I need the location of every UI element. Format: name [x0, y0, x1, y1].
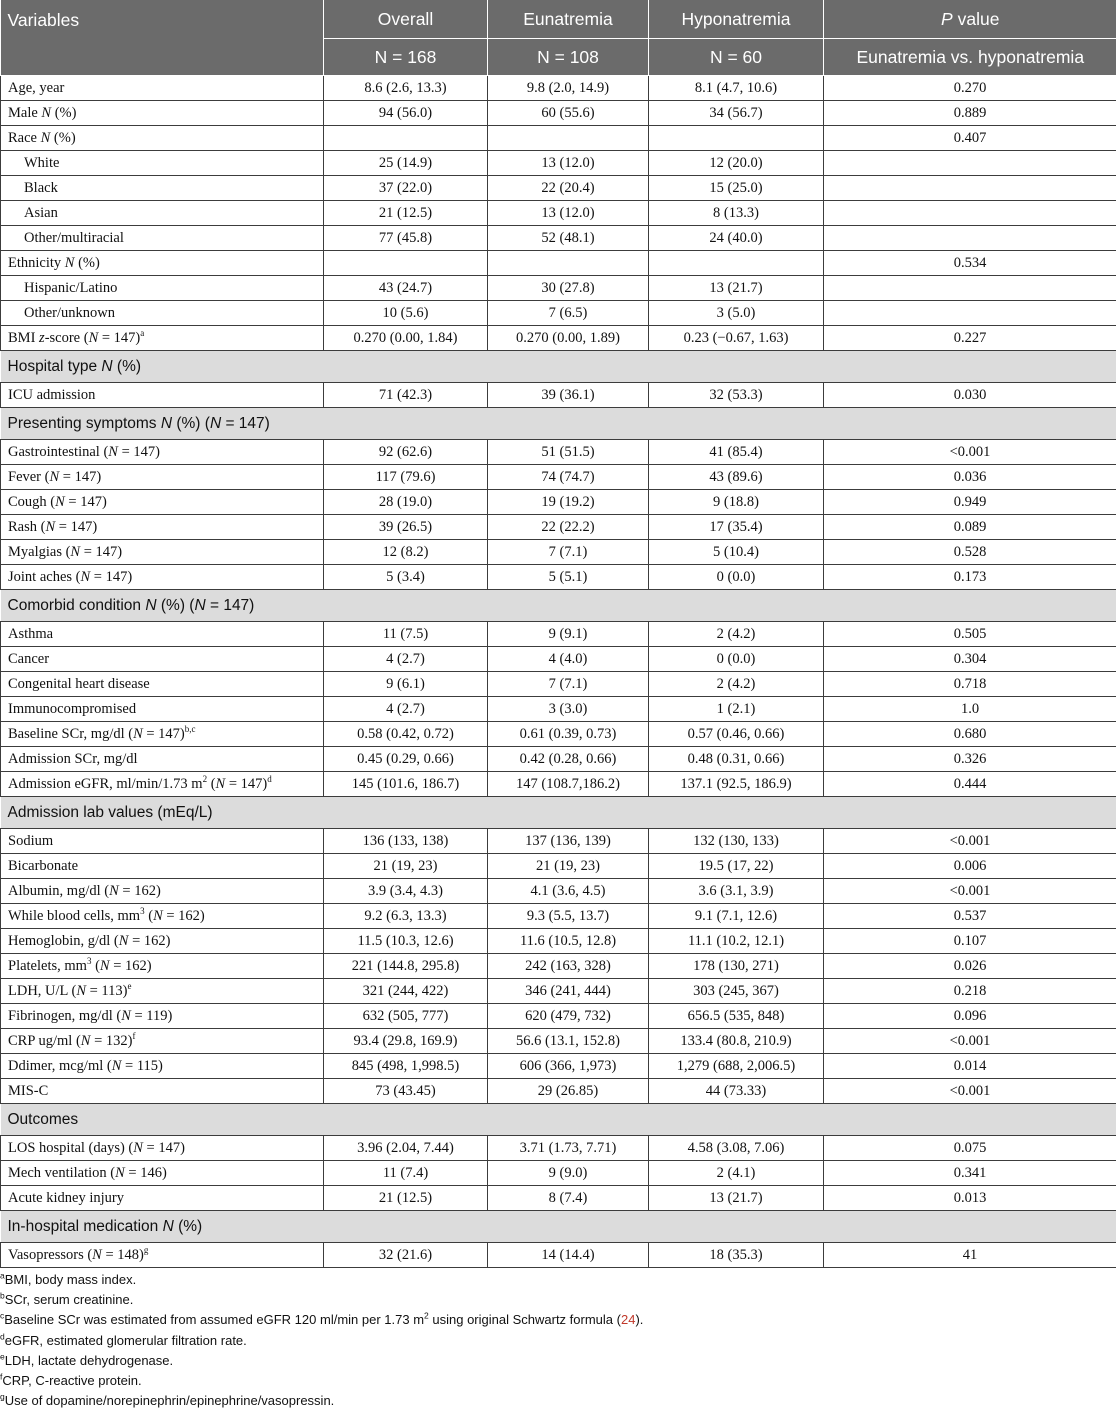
cell-eunatremia: 13 (12.0): [488, 151, 649, 176]
table-row: [1, 176, 1116, 201]
row-label: White: [1, 151, 324, 176]
cell-overall: 4 (2.7): [324, 697, 488, 722]
cell-pvalue: 0.534: [824, 251, 1116, 276]
cell-hyponatremia: 34 (56.7): [649, 101, 824, 126]
section-label: Outcomes: [1, 1104, 1116, 1136]
cell-eunatremia: [488, 251, 649, 276]
row-label: Asian: [1, 201, 324, 226]
footnote-marker: e: [0, 1351, 5, 1361]
cell-pvalue: <0.001: [824, 440, 1116, 465]
cell-hyponatremia: 18 (35.3): [649, 1243, 824, 1268]
cell-hyponatremia: 656.5 (535, 848): [649, 1004, 824, 1029]
table-row: [1, 76, 1116, 101]
cell-pvalue: 0.006: [824, 854, 1116, 879]
cell-hyponatremia: 0.23 (−0.67, 1.63): [649, 326, 824, 351]
table-row: [1, 1136, 1116, 1161]
cell-hyponatremia: 132 (130, 133): [649, 829, 824, 854]
cell-pvalue: 0.075: [824, 1136, 1116, 1161]
table-row: [1, 440, 1116, 465]
cell-pvalue: 0.107: [824, 929, 1116, 954]
cell-overall: 32 (21.6): [324, 1243, 488, 1268]
row-label: Platelets, $mm^3$ (N = 162): [1, 954, 324, 979]
table-row: [1, 854, 1116, 879]
section-label: In-hospital medication N (%): [1, 1211, 1116, 1243]
cell-pvalue: 0.227: [824, 326, 1116, 351]
cell-eunatremia: 4.1 (3.6, 4.5): [488, 879, 649, 904]
cell-hyponatremia: 8.1 (4.7, 10.6): [649, 76, 824, 101]
table-row: [1, 565, 1116, 590]
table-body: [1, 76, 1116, 1268]
footnote: $^a$BMI, body mass index.: [0, 1270, 643, 1290]
table-row: [1, 772, 1116, 797]
cell-overall: 28 (19.0): [324, 490, 488, 515]
cell-pvalue: [824, 301, 1116, 326]
cell-eunatremia: 52 (48.1): [488, 226, 649, 251]
cell-pvalue: 0.173: [824, 565, 1116, 590]
cell-eunatremia: 21 (19, 23): [488, 854, 649, 879]
cell-pvalue: 0.537: [824, 904, 1116, 929]
footnote-mark: b,c: [185, 724, 196, 734]
cell-overall: [324, 251, 488, 276]
cell-hyponatremia: 0.57 (0.46, 0.66): [649, 722, 824, 747]
cell-overall: 321 (244, 422): [324, 979, 488, 1004]
row-label: Ethnicity N (%): [1, 251, 324, 276]
row-label: Gastrointestinal (N = 147): [1, 440, 324, 465]
cell-overall: 21 (12.5): [324, 201, 488, 226]
table-row: [1, 1004, 1116, 1029]
cell-overall: 3.96 (2.04, 7.44): [324, 1136, 488, 1161]
cell-eunatremia: 606 (366, 1,973): [488, 1054, 649, 1079]
cell-hyponatremia: 17 (35.4): [649, 515, 824, 540]
table-row: [1, 722, 1116, 747]
row-label: Black: [1, 176, 324, 201]
cell-overall: 136 (133, 138): [324, 829, 488, 854]
cell-eunatremia: 9 (9.1): [488, 622, 649, 647]
cell-overall: 11 (7.5): [324, 622, 488, 647]
cell-eunatremia: 11.6 (10.5, 12.8): [488, 929, 649, 954]
header-n-overall: N = 168: [324, 39, 488, 76]
table-row: [1, 540, 1116, 565]
cell-hyponatremia: 41 (85.4): [649, 440, 824, 465]
cell-pvalue: 0.528: [824, 540, 1116, 565]
row-label: Bicarbonate: [1, 854, 324, 879]
section-row: [1, 1211, 1116, 1243]
cell-hyponatremia: 19.5 (17, 22): [649, 854, 824, 879]
cell-hyponatremia: 1,279 (688, 2,006.5): [649, 1054, 824, 1079]
cell-pvalue: 0.505: [824, 622, 1116, 647]
cell-eunatremia: 0.270 (0.00, 1.89): [488, 326, 649, 351]
row-label: ICU admission: [1, 383, 324, 408]
cell-pvalue: 0.889: [824, 101, 1116, 126]
cell-overall: 145 (101.6, 186.7): [324, 772, 488, 797]
table-row: [1, 929, 1116, 954]
cell-pvalue: 0.444: [824, 772, 1116, 797]
table-row: [1, 226, 1116, 251]
footnote-mark: d: [267, 774, 272, 784]
cell-pvalue: 0.014: [824, 1054, 1116, 1079]
cell-eunatremia: 137 (136, 139): [488, 829, 649, 854]
header-overall: Overall: [324, 0, 488, 39]
table-row: [1, 126, 1116, 151]
cell-hyponatremia: 24 (40.0): [649, 226, 824, 251]
cell-pvalue: [824, 201, 1116, 226]
section-row: [1, 1104, 1116, 1136]
table-row: [1, 465, 1116, 490]
cell-hyponatremia: 0 (0.0): [649, 565, 824, 590]
row-label: Male N (%): [1, 101, 324, 126]
row-label: Other/unknown: [1, 301, 324, 326]
footnote: $^e$LDH, lactate dehydrogenase.: [0, 1351, 643, 1371]
footnote-mark: a: [140, 328, 144, 338]
cell-eunatremia: 346 (241, 444): [488, 979, 649, 1004]
cell-pvalue: 0.718: [824, 672, 1116, 697]
cell-eunatremia: [488, 126, 649, 151]
table-row: [1, 904, 1116, 929]
cell-pvalue: [824, 151, 1116, 176]
header-n-hyponatremia: N = 60: [649, 39, 824, 76]
footnotes: [0, 1270, 643, 1411]
cell-pvalue: 0.030: [824, 383, 1116, 408]
section-row: [1, 408, 1116, 440]
table-row: [1, 1243, 1116, 1268]
cell-overall: 39 (26.5): [324, 515, 488, 540]
footnote-marker: c: [0, 1311, 4, 1321]
section-label: Admission lab values (mEq/L): [1, 797, 1116, 829]
row-label: Mech ventilation (N = 146): [1, 1161, 324, 1186]
table-row: [1, 383, 1116, 408]
table-row: [1, 1029, 1116, 1054]
cell-overall: 5 (3.4): [324, 565, 488, 590]
cell-hyponatremia: 2 (4.2): [649, 672, 824, 697]
row-label: Admission SCr, mg/dl: [1, 747, 324, 772]
cell-overall: 9.2 (6.3, 13.3): [324, 904, 488, 929]
row-label: Acute kidney injury: [1, 1186, 324, 1211]
footnote-marker: g: [0, 1392, 5, 1402]
table-header: [1, 0, 1116, 76]
cell-eunatremia: 22 (22.2): [488, 515, 649, 540]
table-row: [1, 1054, 1116, 1079]
cell-hyponatremia: 3 (5.0): [649, 301, 824, 326]
cell-pvalue: <0.001: [824, 1079, 1116, 1104]
cell-eunatremia: 56.6 (13.1, 152.8): [488, 1029, 649, 1054]
cell-hyponatremia: 2 (4.2): [649, 622, 824, 647]
cell-eunatremia: 29 (26.85): [488, 1079, 649, 1104]
cell-overall: 12 (8.2): [324, 540, 488, 565]
footnote-marker: d: [0, 1331, 5, 1341]
table-row: [1, 276, 1116, 301]
row-label: Ddimer, mcg/ml (N = 115): [1, 1054, 324, 1079]
cell-pvalue: 0.407: [824, 126, 1116, 151]
cell-hyponatremia: 137.1 (92.5, 186.9): [649, 772, 824, 797]
cell-overall: 10 (5.6): [324, 301, 488, 326]
row-label: BMI z-score (N = 147)$^a$: [1, 326, 324, 351]
cell-overall: 21 (19, 23): [324, 854, 488, 879]
row-label: Cancer: [1, 647, 324, 672]
cell-hyponatremia: 13 (21.7): [649, 1186, 824, 1211]
cell-overall: 632 (505, 777): [324, 1004, 488, 1029]
cell-pvalue: <0.001: [824, 879, 1116, 904]
cell-hyponatremia: 0.48 (0.31, 0.66): [649, 747, 824, 772]
cell-hyponatremia: 4.58 (3.08, 7.06): [649, 1136, 824, 1161]
cell-hyponatremia: [649, 126, 824, 151]
row-label: Fibrinogen, mg/dl (N = 119): [1, 1004, 324, 1029]
table-row: [1, 326, 1116, 351]
row-label: LOS hospital (days) (N = 147): [1, 1136, 324, 1161]
footnote: $^b$SCr, serum creatinine.: [0, 1290, 643, 1310]
row-label: LDH, U/L (N = 113)$^e$: [1, 979, 324, 1004]
cell-overall: 25 (14.9): [324, 151, 488, 176]
cell-eunatremia: 4 (4.0): [488, 647, 649, 672]
header-n-eunatremia: N = 108: [488, 39, 649, 76]
cell-eunatremia: 620 (479, 732): [488, 1004, 649, 1029]
cell-overall: 77 (45.8): [324, 226, 488, 251]
cell-overall: 221 (144.8, 295.8): [324, 954, 488, 979]
cell-pvalue: 0.096: [824, 1004, 1116, 1029]
cell-overall: 117 (79.6): [324, 465, 488, 490]
table-row: [1, 979, 1116, 1004]
cell-pvalue: 0.304: [824, 647, 1116, 672]
table-row: [1, 672, 1116, 697]
row-label: Admission eGFR, ml/min/1.73 $m^2$ (N = 147)$^d$: [1, 772, 324, 797]
cell-pvalue: 0.089: [824, 515, 1116, 540]
row-label: Hemoglobin, g/dl (N = 162): [1, 929, 324, 954]
cell-hyponatremia: 11.1 (10.2, 12.1): [649, 929, 824, 954]
cell-overall: 0.58 (0.42, 0.72): [324, 722, 488, 747]
cell-pvalue: 0.036: [824, 465, 1116, 490]
header-pvalue: [824, 0, 1116, 39]
cell-pvalue: 0.949: [824, 490, 1116, 515]
table-row: [1, 201, 1116, 226]
cell-pvalue: 0.680: [824, 722, 1116, 747]
table-row: [1, 101, 1116, 126]
cell-hyponatremia: 44 (73.33): [649, 1079, 824, 1104]
cell-hyponatremia: 12 (20.0): [649, 151, 824, 176]
footnote-mark: f: [132, 1031, 135, 1041]
cell-overall: 8.6 (2.6, 13.3): [324, 76, 488, 101]
cell-overall: 92 (62.6): [324, 440, 488, 465]
row-label: CRP ug/ml (N = 132)$^f$: [1, 1029, 324, 1054]
cell-hyponatremia: 5 (10.4): [649, 540, 824, 565]
cell-pvalue: 0.341: [824, 1161, 1116, 1186]
cell-overall: 11 (7.4): [324, 1161, 488, 1186]
cell-eunatremia: 74 (74.7): [488, 465, 649, 490]
cell-eunatremia: 7 (7.1): [488, 672, 649, 697]
row-label: Asthma: [1, 622, 324, 647]
section-row: [1, 351, 1116, 383]
table-row: [1, 151, 1116, 176]
cell-eunatremia: 9.8 (2.0, 14.9): [488, 76, 649, 101]
cell-eunatremia: 8 (7.4): [488, 1186, 649, 1211]
cell-eunatremia: 39 (36.1): [488, 383, 649, 408]
cell-overall: 3.9 (3.4, 4.3): [324, 879, 488, 904]
table-row: [1, 622, 1116, 647]
cell-hyponatremia: 133.4 (80.8, 210.9): [649, 1029, 824, 1054]
row-label: Race N (%): [1, 126, 324, 151]
table-row: [1, 1161, 1116, 1186]
cell-eunatremia: 14 (14.4): [488, 1243, 649, 1268]
cell-eunatremia: 3 (3.0): [488, 697, 649, 722]
table-row: [1, 697, 1116, 722]
cell-pvalue: [824, 276, 1116, 301]
cell-eunatremia: 19 (19.2): [488, 490, 649, 515]
header-eunatremia: Eunatremia: [488, 0, 649, 39]
row-label: Rash (N = 147): [1, 515, 324, 540]
footnote-marker: a: [0, 1271, 5, 1281]
table-row: [1, 879, 1116, 904]
cell-overall: [324, 126, 488, 151]
section-row: [1, 590, 1116, 622]
footnote: $^d$eGFR, estimated glomerular filtration rate.: [0, 1331, 643, 1351]
cell-eunatremia: 51 (51.5): [488, 440, 649, 465]
cell-hyponatremia: 178 (130, 271): [649, 954, 824, 979]
cell-hyponatremia: 2 (4.1): [649, 1161, 824, 1186]
cell-overall: 0.45 (0.29, 0.66): [324, 747, 488, 772]
cell-eunatremia: 9.3 (5.5, 13.7): [488, 904, 649, 929]
footnote: $^c$Baseline SCr was estimated from assumed eGFR 120 ml/min per 1.73 $m^2$ using original Schwartz formula (24).: [0, 1310, 643, 1330]
cell-eunatremia: 0.61 (0.39, 0.73): [488, 722, 649, 747]
cell-eunatremia: 22 (20.4): [488, 176, 649, 201]
footnote: $^g$Use of dopamine/norepinephrin/epinephrine/vasopressin.: [0, 1391, 643, 1411]
section-label: Comorbid condition N (%) (N = 147): [1, 590, 1116, 622]
footnote: $^f$CRP, C-reactive protein.: [0, 1371, 643, 1391]
footnote-marker: b: [0, 1291, 5, 1301]
table-row: [1, 747, 1116, 772]
header-pvalue-italic: P: [941, 9, 953, 29]
table-row: [1, 490, 1116, 515]
cell-eunatremia: 13 (12.0): [488, 201, 649, 226]
cell-pvalue: 41: [824, 1243, 1116, 1268]
row-label: Baseline SCr, mg/dl (N = 147)$^{b,c}$: [1, 722, 324, 747]
cell-eunatremia: 9 (9.0): [488, 1161, 649, 1186]
row-label: Myalgias (N = 147): [1, 540, 324, 565]
cell-pvalue: 1.0: [824, 697, 1116, 722]
cell-overall: 94 (56.0): [324, 101, 488, 126]
cell-eunatremia: 147 (108.7,186.2): [488, 772, 649, 797]
cell-hyponatremia: 9.1 (7.1, 12.6): [649, 904, 824, 929]
cell-overall: 93.4 (29.8, 169.9): [324, 1029, 488, 1054]
cell-pvalue: [824, 226, 1116, 251]
header-pvalue-rest: value: [953, 9, 1000, 29]
cell-hyponatremia: 1 (2.1): [649, 697, 824, 722]
cell-overall: 9 (6.1): [324, 672, 488, 697]
cell-hyponatremia: 303 (245, 367): [649, 979, 824, 1004]
header-hyponatremia: Hyponatremia: [649, 0, 824, 39]
table-row: [1, 647, 1116, 672]
cell-eunatremia: 60 (55.6): [488, 101, 649, 126]
cell-overall: 11.5 (10.3, 12.6): [324, 929, 488, 954]
table-row: [1, 829, 1116, 854]
row-label: Fever (N = 147): [1, 465, 324, 490]
cell-pvalue: <0.001: [824, 1029, 1116, 1054]
cell-overall: 4 (2.7): [324, 647, 488, 672]
cell-pvalue: 0.270: [824, 76, 1116, 101]
cell-eunatremia: 7 (7.1): [488, 540, 649, 565]
cell-pvalue: 0.218: [824, 979, 1116, 1004]
cell-overall: 0.270 (0.00, 1.84): [324, 326, 488, 351]
cell-pvalue: 0.326: [824, 747, 1116, 772]
cell-eunatremia: 3.71 (1.73, 7.71): [488, 1136, 649, 1161]
cell-eunatremia: 5 (5.1): [488, 565, 649, 590]
cell-eunatremia: 7 (6.5): [488, 301, 649, 326]
section-label: Presenting symptoms N (%) (N = 147): [1, 408, 1116, 440]
row-label: MIS-C: [1, 1079, 324, 1104]
cell-pvalue: [824, 176, 1116, 201]
header-comparison: Eunatremia vs. hyponatremia: [824, 39, 1116, 76]
row-label: Congenital heart disease: [1, 672, 324, 697]
row-label: Vasopressors (N = 148)$^g$: [1, 1243, 324, 1268]
cell-overall: 43 (24.7): [324, 276, 488, 301]
cell-overall: 845 (498, 1,998.5): [324, 1054, 488, 1079]
table-row: [1, 515, 1116, 540]
row-label: Age, year: [1, 76, 324, 101]
header-variables: Variables: [1, 0, 324, 76]
cell-hyponatremia: 13 (21.7): [649, 276, 824, 301]
cell-hyponatremia: 9 (18.8): [649, 490, 824, 515]
footnote-marker: f: [0, 1372, 2, 1382]
row-label: While blood cells, $mm^3$ (N = 162): [1, 904, 324, 929]
table-row: [1, 954, 1116, 979]
section-row: [1, 797, 1116, 829]
table-row: [1, 1079, 1116, 1104]
cell-eunatremia: 30 (27.8): [488, 276, 649, 301]
cell-overall: 73 (43.45): [324, 1079, 488, 1104]
reference-link: 24: [621, 1312, 635, 1327]
cell-pvalue: <0.001: [824, 829, 1116, 854]
cell-hyponatremia: 43 (89.6): [649, 465, 824, 490]
row-label: Sodium: [1, 829, 324, 854]
row-label: Joint aches (N = 147): [1, 565, 324, 590]
table-row: [1, 251, 1116, 276]
cell-pvalue: 0.013: [824, 1186, 1116, 1211]
row-label: Other/multiracial: [1, 226, 324, 251]
row-label: Albumin, mg/dl (N = 162): [1, 879, 324, 904]
cell-hyponatremia: [649, 251, 824, 276]
cell-overall: 21 (12.5): [324, 1186, 488, 1211]
table-row: [1, 301, 1116, 326]
row-label: Immunocompromised: [1, 697, 324, 722]
table-row: [1, 1186, 1116, 1211]
cell-hyponatremia: 15 (25.0): [649, 176, 824, 201]
cell-hyponatremia: 3.6 (3.1, 3.9): [649, 879, 824, 904]
footnote-mark: e: [127, 981, 131, 991]
cell-pvalue: 0.026: [824, 954, 1116, 979]
cell-eunatremia: 242 (163, 328): [488, 954, 649, 979]
footnote-mark: g: [144, 1245, 149, 1255]
cell-hyponatremia: 32 (53.3): [649, 383, 824, 408]
cell-overall: 37 (22.0): [324, 176, 488, 201]
cell-eunatremia: 0.42 (0.28, 0.66): [488, 747, 649, 772]
row-label: Cough (N = 147): [1, 490, 324, 515]
cell-hyponatremia: 8 (13.3): [649, 201, 824, 226]
cell-hyponatremia: 0 (0.0): [649, 647, 824, 672]
row-label: Hispanic/Latino: [1, 276, 324, 301]
section-label: Hospital type N (%): [1, 351, 1116, 383]
cell-overall: 71 (42.3): [324, 383, 488, 408]
